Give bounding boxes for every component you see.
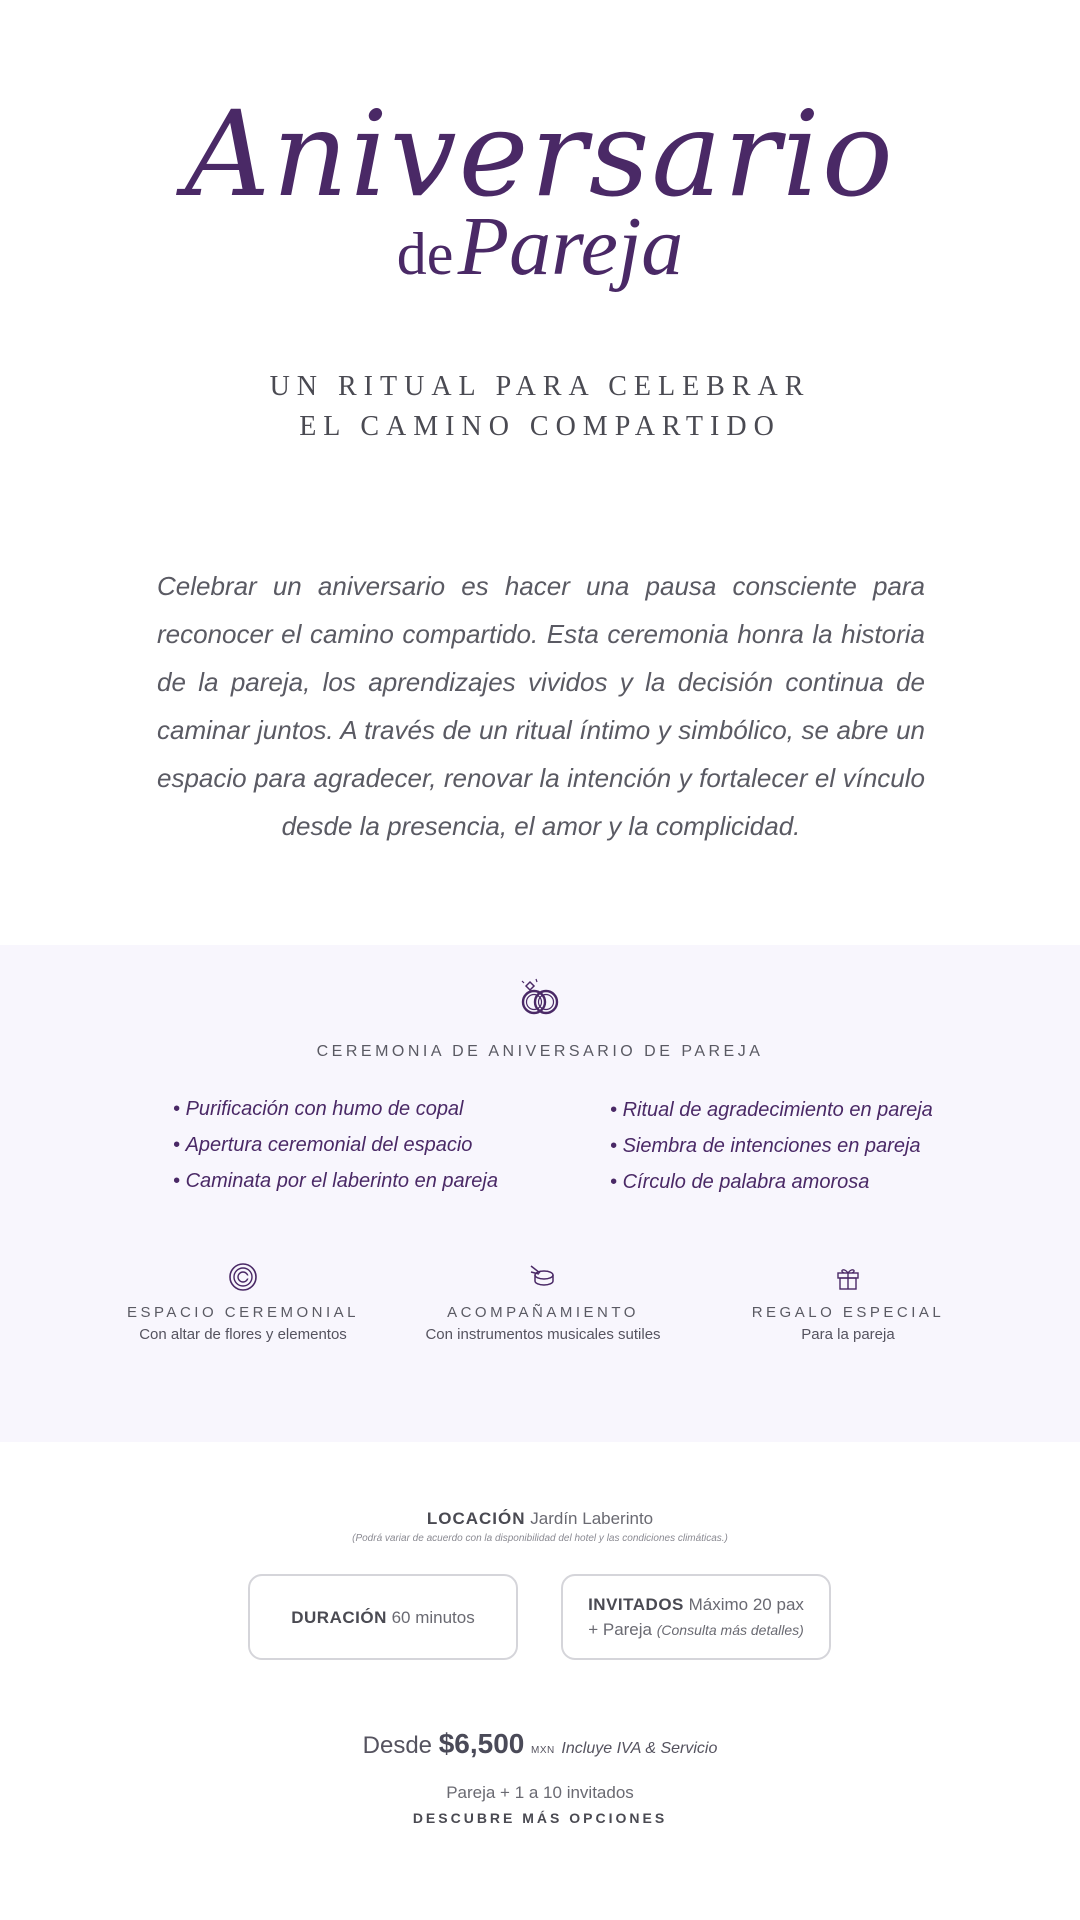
feature-subtitle: Con instrumentos musicales sutiles	[425, 1326, 661, 1343]
list-item: • Caminata por el laberinto en pareja	[173, 1163, 498, 1199]
list-item: • Purificación con humo de copal	[173, 1091, 498, 1127]
ceremony-list-right	[610, 1092, 933, 1200]
feature-regalo-especial	[683, 1262, 1013, 1343]
list-item: • Apertura ceremonial del espacio	[173, 1127, 498, 1163]
guests-plus-couple: + Pareja	[588, 1619, 652, 1639]
guests-label: INVITADOS	[588, 1594, 684, 1614]
list-item: • Siembra de intenciones en pareja	[610, 1128, 933, 1164]
duration-label: DURACIÓN	[291, 1607, 387, 1627]
duration-value: 60 minutos	[391, 1607, 475, 1627]
discover-more-link[interactable]: DESCUBRE MÁS OPCIONES	[412, 1810, 668, 1826]
subtitle-line2: EL CAMINO COMPARTIDO	[299, 411, 781, 442]
guests-line1	[588, 1592, 804, 1617]
intro-paragraph: Celebrar un aniversario es hacer una pausa consciente para reconocer el camino compartido. Esta ceremonia honra la historia de la pareja, los aprendizajes vividos y la decisión continua de caminar juntos. A través de un ritual íntimo y simbólico, se abre un espacio para agradecer, renovar la intención y fortalecer el vínculo desde la presencia, el amor y la complicidad.	[157, 571, 925, 841]
location-label: LOCACIÓN	[426, 1509, 526, 1528]
subtitle-line1: UN RITUAL PARA CELEBRAR	[269, 371, 811, 402]
guests-box	[561, 1574, 831, 1660]
gift-icon	[833, 1262, 863, 1292]
price-includes: Incluye IVA & Servicio	[561, 1740, 718, 1757]
feature-title: ESPACIO CEREMONIAL	[127, 1304, 359, 1321]
price-currency: MXN	[531, 1745, 555, 1756]
title-script: Aniversario	[185, 85, 895, 223]
price-amount: $6,500	[438, 1728, 525, 1759]
feature-acompanamiento	[378, 1262, 708, 1343]
feature-title: REGALO ESPECIAL	[751, 1304, 945, 1321]
subtitle	[0, 367, 1080, 447]
location-line	[0, 1509, 1080, 1529]
guests-line2	[588, 1617, 804, 1643]
feature-subtitle: Para la pareja	[801, 1326, 895, 1343]
title-de: de	[396, 221, 454, 287]
feature-subtitle: Con altar de flores y elementos	[139, 1326, 347, 1343]
duration-box	[248, 1574, 518, 1660]
price-prefix: Desde	[362, 1732, 433, 1759]
list-item: • Círculo de palabra amorosa	[610, 1164, 933, 1200]
duration-line	[291, 1605, 475, 1630]
labyrinth-icon	[228, 1262, 258, 1292]
title-line2	[0, 200, 1080, 293]
ceremony-title: CEREMONIA DE ANIVERSARIO DE PAREJA	[316, 1043, 764, 1060]
feature-title: ACOMPAÑAMIENTO	[447, 1304, 639, 1321]
feature-espacio-ceremonial	[78, 1262, 408, 1343]
rings-icon	[516, 976, 564, 1018]
title-pareja: Pareja	[457, 200, 684, 293]
ceremony-list-left	[173, 1091, 498, 1199]
guests-value: Máximo 20 pax	[688, 1594, 804, 1614]
list-item: • Ritual de agradecimiento en pareja	[610, 1092, 933, 1128]
drum-icon	[528, 1262, 558, 1292]
location-note: (Podrá variar de acuerdo con la disponibilidad del hotel y las condiciones climáticas.)	[352, 1533, 728, 1544]
location-value: Jardín Laberinto	[530, 1509, 654, 1528]
guests-note: (Consulta más detalles)	[656, 1621, 804, 1638]
price-detail: Pareja + 1 a 10 invitados	[446, 1783, 634, 1802]
price-line	[0, 1728, 1080, 1760]
